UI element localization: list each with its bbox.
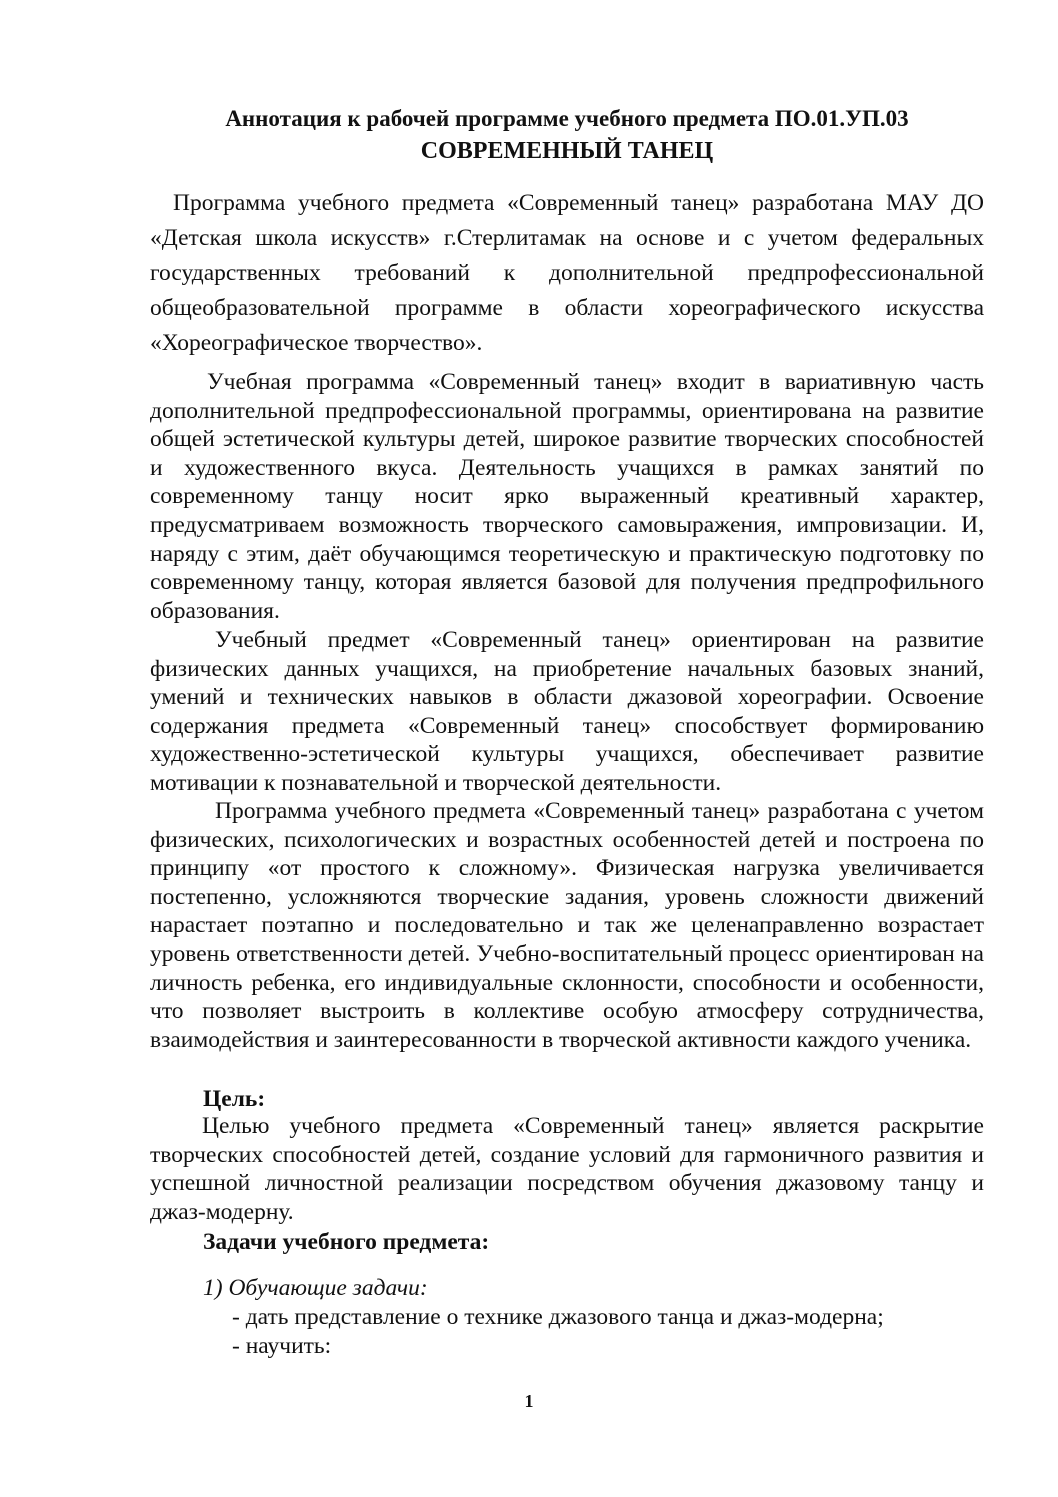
goal-heading: Цель: [203,1086,266,1112]
tasks-heading: Задачи учебного предмета: [203,1229,490,1255]
page-number: 1 [524,1391,534,1411]
title-line-subject: СОВРЕМЕННЫЙ ТАНЕЦ [420,138,714,164]
subject-orientation-paragraph: Учебный предмет «Современный танец» ориентирован на развитие физических данных учащихся, на приобретение начальных базовых знаний, умений и технических навыков в области джазовой хореографии. Освоение содержания предмета «Современный танец» способствует формированию художественно-эстетической культуры учащихся, обеспечивает развитие мотивации к познавательной и творческой деятельности. [150,627,984,796]
program-description-paragraph: Учебная программа «Современный танец» входит в вариативную часть дополнительной предпрофессиональной программы, ориентирована на развитие общей эстетической культуры детей, широкое развитие творческих способностей и художественного вкуса. Деятельность учащихся в рамках занятий по современному танцу носит ярко выраженный креативный характер, предусматриваем возможность творческого самовыражения, импровизации. И, наряду с этим, даёт обучающимся теоретическую и практическую подготовку по современному танцу, которая является базовой для получения предпрофильного образования. [150,369,984,624]
list-item: - научить: [232,1333,332,1359]
intro-paragraph: Программа учебного предмета «Современный танец» разработана МАУ ДО «Детская школа искусств» г.Стерлитамак на основе и с учетом федеральных государственных требований к дополнительной предпрофессиональной общеобразовательной программе в области хореографического искусства «Хореографическое творчество». [150,190,984,356]
list-item: - дать представление о технике джазового танца и джаз-модерна; [232,1304,884,1330]
teaching-tasks-subheading: 1) Обучающие задачи: [203,1275,428,1301]
program-design-paragraph: Программа учебного предмета «Современный танец» разработана с учетом физических, психологических и возрастных особенностей детей и построена по принципу «от простого к сложному». Физическая нагрузка увеличивается постепенно, усложняются творческие задания, уровень сложности движений нарастает поэтапно и последовательно и так же целенаправленно возрастает уровень ответственности детей. Учебно-воспитательный процесс ориентирован на личность ребенка, его индивидуальные склонности, способности и особенности, что позволяет выстроить в коллективе особую атмосферу сотрудничества, взаимодействия и заинтересованности в творческой активности каждого ученика. [150,798,984,1053]
title-line-annotation: Аннотация к рабочей программе учебного предмета ПО.01.УП.03 [225,106,909,131]
goal-paragraph: Целью учебного предмета «Современный танец» является раскрытие творческих способностей детей, создание условий для гармоничного развития и успешной личностной реализации посредством обучения джазовому танцу и джаз-модерну. [150,1113,984,1225]
document-title [150,103,984,167]
